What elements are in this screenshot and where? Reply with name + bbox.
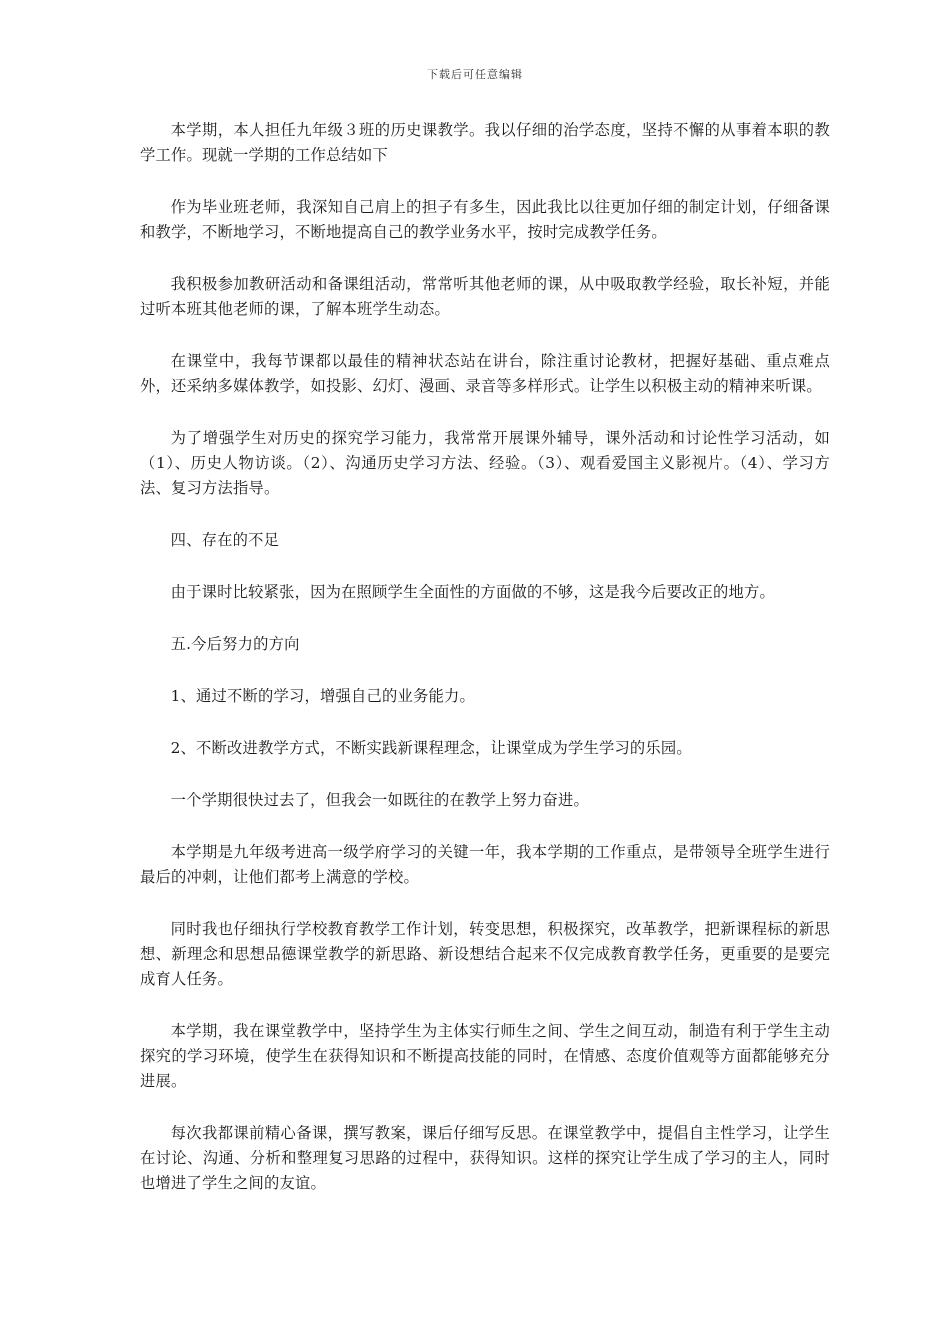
paragraph-shortcomings: 由于课时比较紧张，因为在照顾学生全面性的方面做的不够，这是我今后要改正的地方。 [170, 583, 775, 601]
paragraph-plan-execution: 同时我也仔细执行学校教育教学工作计划，转变思想，积极探究，改革教学，把新课程标的新思想、新理念和思想品德课堂教学的新思路、新设想结合起来不仅完成教育教学任务，更重要的是要完成育人任务。 [140, 920, 830, 988]
paragraph-key-year: 本学期是九年级考进高一级学府学习的关键一年，我本学期的工作重点，是带领导全班学生进行最后的冲刺，让他们都考上满意的学校。 [140, 843, 830, 886]
section-heading-future: 五.今后努力的方向 [170, 635, 300, 653]
paragraph-semester-passed: 一个学期很快过去了，但我会一如既往的在教学上努力奋进。 [170, 791, 590, 809]
paragraph-classroom: 在课堂中，我每节课都以最佳的精神状态站在讲台，除注重讨论教材，把握好基础、重点难点外，还采纳多媒体教学，如投影、幻灯、漫画、录音等多样形式。让学生以积极主动的精神来听课。 [140, 352, 830, 395]
paragraph-activities: 为了增强学生对历史的探究学习能力，我常常开展课外辅导，课外活动和讨论性学习活动，如（1）、历史人物访谈。（2）、沟通历史学习方法、经验。（3）、观看爱国主义影视片。（4）、学习方法、复习方法指导。 [140, 429, 830, 497]
paragraph-student-centered: 本学期，我在课堂教学中，坚持学生为主体实行师生之间、学生之间互动，制造有利于学生主动探究的学习环境，使学生在获得知识和不断提高技能的同时，在情感、态度价值观等方面都能够充分进展。 [140, 1022, 830, 1090]
paragraph-intro: 本学期，本人担任九年级３班的历史课教学。我以仔细的治学态度，坚持不懈的从事着本职的教学工作。现就一学期的工作总结如下 [140, 121, 830, 164]
paragraph-graduating-class: 作为毕业班老师，我深知自己肩上的担子有多生，因此我比以往更加仔细的制定计划，仔细备课和教学，不断地学习，不断地提高自己的教学业务水平，按时完成教学任务。 [140, 198, 830, 241]
page-header: 下载后可任意编辑 [427, 68, 523, 81]
document-body [140, 118, 830, 1223]
list-item-2: 2、不断改进教学方式，不断实践新课程理念，让课堂成为学生学习的乐园。 [170, 739, 692, 757]
paragraph-teaching-research: 我积极参加教研活动和备课组活动，常常听其他老师的课，从中吸取教学经验，取长补短，并能过听本班其他老师的课，了解本班学生动态。 [140, 275, 830, 318]
section-heading-shortcomings: 四、存在的不足 [170, 531, 280, 549]
list-item-1: 1、通过不断的学习，增强自己的业务能力。 [170, 687, 475, 705]
paragraph-lesson-prep: 每次我都课前精心备课，撰写教案，课后仔细写反思。在课堂教学中，提倡自主性学习，让学生在讨论、沟通、分析和整理复习思路的过程中，获得知识。这样的探究让学生成了学习的主人，同时也增进了学生之间的友谊。 [140, 1124, 830, 1192]
